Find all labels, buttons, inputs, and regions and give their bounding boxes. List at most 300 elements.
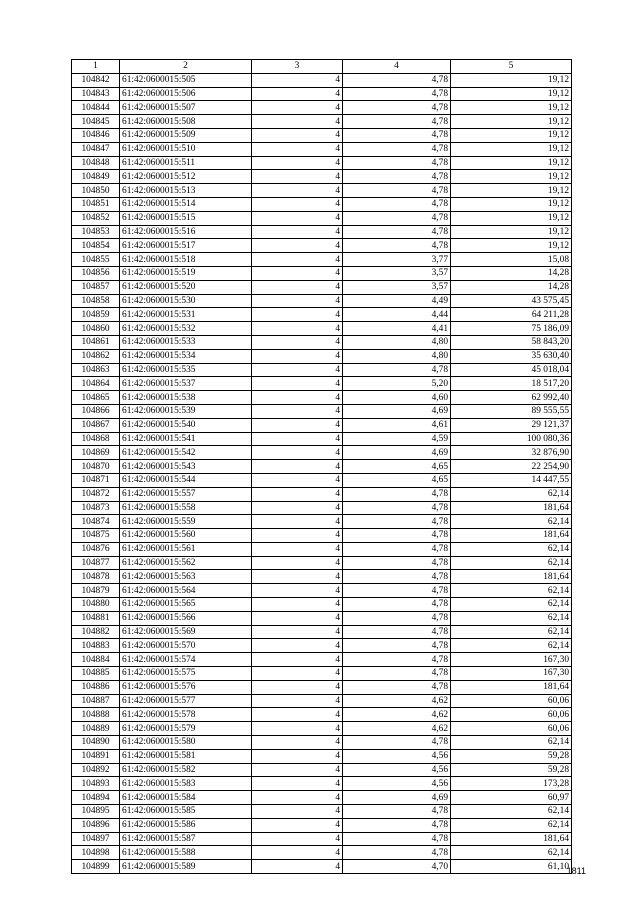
row-number-cell: 104871 xyxy=(72,473,120,487)
rate-cell: 4,78 xyxy=(343,611,451,625)
column-header-2: 2 xyxy=(120,60,252,74)
count-cell: 4 xyxy=(252,570,343,584)
count-cell: 4 xyxy=(252,832,343,846)
count-cell: 4 xyxy=(252,142,343,156)
row-number-cell: 104861 xyxy=(72,335,120,349)
count-cell: 4 xyxy=(252,625,343,639)
row-number-cell: 104865 xyxy=(72,391,120,405)
rate-cell: 4,69 xyxy=(343,404,451,418)
amount-cell: 43 575,45 xyxy=(451,294,572,308)
cadastral-number-cell: 61:42:0600015:505 xyxy=(120,73,252,87)
cadastral-number-cell: 61:42:0600015:560 xyxy=(120,529,252,543)
row-number-cell: 104895 xyxy=(72,805,120,819)
amount-cell: 181,64 xyxy=(451,529,572,543)
cadastral-number-cell: 61:42:0600015:579 xyxy=(120,722,252,736)
table-row xyxy=(72,680,572,694)
count-cell: 4 xyxy=(252,791,343,805)
row-number-cell: 104892 xyxy=(72,763,120,777)
cadastral-number-cell: 61:42:0600015:511 xyxy=(120,156,252,170)
cadastral-number-cell: 61:42:0600015:565 xyxy=(120,598,252,612)
table-row xyxy=(72,805,572,819)
cadastral-number-cell: 61:42:0600015:577 xyxy=(120,694,252,708)
amount-cell: 59,28 xyxy=(451,749,572,763)
amount-cell: 62,14 xyxy=(451,584,572,598)
row-number-cell: 104847 xyxy=(72,142,120,156)
row-number-cell: 104879 xyxy=(72,584,120,598)
rate-cell: 4,78 xyxy=(343,570,451,584)
rate-cell: 4,78 xyxy=(343,501,451,515)
rate-cell: 4,62 xyxy=(343,694,451,708)
row-number-cell: 104863 xyxy=(72,363,120,377)
cadastral-number-cell: 61:42:0600015:586 xyxy=(120,818,252,832)
row-number-cell: 104876 xyxy=(72,542,120,556)
amount-cell: 19,12 xyxy=(451,128,572,142)
row-number-cell: 104872 xyxy=(72,487,120,501)
rate-cell: 4,70 xyxy=(343,860,451,874)
count-cell: 4 xyxy=(252,308,343,322)
table-row xyxy=(72,197,572,211)
cadastral-number-cell: 61:42:0600015:588 xyxy=(120,846,252,860)
table-row xyxy=(72,266,572,280)
count-cell: 4 xyxy=(252,197,343,211)
rate-cell: 4,78 xyxy=(343,818,451,832)
rate-cell: 4,56 xyxy=(343,749,451,763)
cadastral-number-cell: 61:42:0600015:569 xyxy=(120,625,252,639)
amount-cell: 19,12 xyxy=(451,184,572,198)
table-row xyxy=(72,818,572,832)
amount-cell: 19,12 xyxy=(451,225,572,239)
amount-cell: 61,10 xyxy=(451,860,572,874)
count-cell: 4 xyxy=(252,749,343,763)
table-row xyxy=(72,611,572,625)
rate-cell: 4,69 xyxy=(343,791,451,805)
cadastral-number-cell: 61:42:0600015:566 xyxy=(120,611,252,625)
count-cell: 4 xyxy=(252,391,343,405)
amount-cell: 181,64 xyxy=(451,501,572,515)
cadastral-number-cell: 61:42:0600015:506 xyxy=(120,87,252,101)
amount-cell: 62,14 xyxy=(451,639,572,653)
amount-cell: 59,28 xyxy=(451,763,572,777)
rate-cell: 4,78 xyxy=(343,225,451,239)
table-row xyxy=(72,225,572,239)
cadastral-number-cell: 61:42:0600015:587 xyxy=(120,832,252,846)
rate-cell: 4,78 xyxy=(343,846,451,860)
row-number-cell: 104897 xyxy=(72,832,120,846)
cadastral-number-cell: 61:42:0600015:531 xyxy=(120,308,252,322)
amount-cell: 62,14 xyxy=(451,818,572,832)
amount-cell: 167,30 xyxy=(451,667,572,681)
cadastral-number-cell: 61:42:0600015:535 xyxy=(120,363,252,377)
table-row xyxy=(72,170,572,184)
cadastral-number-cell: 61:42:0600015:564 xyxy=(120,584,252,598)
row-number-cell: 104880 xyxy=(72,598,120,612)
row-number-cell: 104852 xyxy=(72,211,120,225)
table-row xyxy=(72,322,572,336)
cadastral-number-cell: 61:42:0600015:509 xyxy=(120,128,252,142)
amount-cell: 35 630,40 xyxy=(451,349,572,363)
table-row xyxy=(72,280,572,294)
rate-cell: 4,65 xyxy=(343,460,451,474)
cadastral-number-cell: 61:42:0600015:510 xyxy=(120,142,252,156)
cadastral-number-cell: 61:42:0600015:537 xyxy=(120,377,252,391)
cadastral-number-cell: 61:42:0600015:512 xyxy=(120,170,252,184)
table-row xyxy=(72,749,572,763)
cadastral-number-cell: 61:42:0600015:570 xyxy=(120,639,252,653)
amount-cell: 19,12 xyxy=(451,115,572,129)
row-number-cell: 104891 xyxy=(72,749,120,763)
count-cell: 4 xyxy=(252,805,343,819)
count-cell: 4 xyxy=(252,777,343,791)
amount-cell: 14 447,55 xyxy=(451,473,572,487)
rate-cell: 4,49 xyxy=(343,294,451,308)
row-number-cell: 104894 xyxy=(72,791,120,805)
rate-cell: 4,78 xyxy=(343,184,451,198)
count-cell: 4 xyxy=(252,418,343,432)
column-header-5: 5 xyxy=(451,60,572,74)
count-cell: 4 xyxy=(252,363,343,377)
row-number-cell: 104887 xyxy=(72,694,120,708)
row-number-cell: 104862 xyxy=(72,349,120,363)
count-cell: 4 xyxy=(252,722,343,736)
amount-cell: 181,64 xyxy=(451,832,572,846)
row-number-cell: 104845 xyxy=(72,115,120,129)
table-row xyxy=(72,860,572,874)
cadastral-number-cell: 61:42:0600015:544 xyxy=(120,473,252,487)
rate-cell: 4,78 xyxy=(343,639,451,653)
count-cell: 4 xyxy=(252,170,343,184)
count-cell: 4 xyxy=(252,87,343,101)
count-cell: 4 xyxy=(252,598,343,612)
cadastral-number-cell: 61:42:0600015:534 xyxy=(120,349,252,363)
amount-cell: 14,28 xyxy=(451,266,572,280)
cadastral-number-cell: 61:42:0600015:515 xyxy=(120,211,252,225)
rate-cell: 3,57 xyxy=(343,280,451,294)
rate-cell: 4,78 xyxy=(343,87,451,101)
count-cell: 4 xyxy=(252,184,343,198)
cadastral-number-cell: 61:42:0600015:576 xyxy=(120,680,252,694)
cadastral-number-cell: 61:42:0600015:508 xyxy=(120,115,252,129)
count-cell: 4 xyxy=(252,335,343,349)
count-cell: 4 xyxy=(252,211,343,225)
table-row xyxy=(72,832,572,846)
amount-cell: 181,64 xyxy=(451,680,572,694)
row-number-cell: 104854 xyxy=(72,239,120,253)
cadastral-number-cell: 61:42:0600015:562 xyxy=(120,556,252,570)
amount-cell: 62,14 xyxy=(451,805,572,819)
row-number-cell: 104859 xyxy=(72,308,120,322)
amount-cell: 100 080,36 xyxy=(451,432,572,446)
table-row xyxy=(72,349,572,363)
row-number-cell: 104877 xyxy=(72,556,120,570)
rate-cell: 4,60 xyxy=(343,391,451,405)
row-number-cell: 104883 xyxy=(72,639,120,653)
count-cell: 4 xyxy=(252,611,343,625)
cadastral-number-cell: 61:42:0600015:542 xyxy=(120,446,252,460)
amount-cell: 32 876,90 xyxy=(451,446,572,460)
table-row xyxy=(72,542,572,556)
row-number-cell: 104851 xyxy=(72,197,120,211)
rate-cell: 4,78 xyxy=(343,805,451,819)
table-row xyxy=(72,777,572,791)
row-number-cell: 104843 xyxy=(72,87,120,101)
column-header-3: 3 xyxy=(252,60,343,74)
row-number-cell: 104874 xyxy=(72,515,120,529)
rate-cell: 4,78 xyxy=(343,115,451,129)
rate-cell: 4,78 xyxy=(343,197,451,211)
amount-cell: 62,14 xyxy=(451,515,572,529)
count-cell: 4 xyxy=(252,680,343,694)
row-number-cell: 104875 xyxy=(72,529,120,543)
table-row xyxy=(72,501,572,515)
rate-cell: 4,78 xyxy=(343,487,451,501)
rate-cell: 4,78 xyxy=(343,584,451,598)
count-cell: 4 xyxy=(252,322,343,336)
cadastral-number-cell: 61:42:0600015:532 xyxy=(120,322,252,336)
row-number-cell: 104873 xyxy=(72,501,120,515)
amount-cell: 19,12 xyxy=(451,73,572,87)
amount-cell: 89 555,55 xyxy=(451,404,572,418)
table-row xyxy=(72,391,572,405)
table-row xyxy=(72,487,572,501)
table-row xyxy=(72,128,572,142)
count-cell: 4 xyxy=(252,501,343,515)
table-row xyxy=(72,639,572,653)
cadastral-number-cell: 61:42:0600015:581 xyxy=(120,749,252,763)
table-row xyxy=(72,584,572,598)
cadastral-number-cell: 61:42:0600015:559 xyxy=(120,515,252,529)
cadastral-number-cell: 61:42:0600015:540 xyxy=(120,418,252,432)
table-body xyxy=(72,60,572,874)
rate-cell: 4,62 xyxy=(343,722,451,736)
count-cell: 4 xyxy=(252,377,343,391)
table-row xyxy=(72,846,572,860)
count-cell: 4 xyxy=(252,446,343,460)
rate-cell: 4,78 xyxy=(343,211,451,225)
table-row xyxy=(72,556,572,570)
table-row xyxy=(72,294,572,308)
row-number-cell: 104884 xyxy=(72,653,120,667)
rate-cell: 4,78 xyxy=(343,598,451,612)
table-row xyxy=(72,694,572,708)
rate-cell: 4,56 xyxy=(343,777,451,791)
count-cell: 4 xyxy=(252,556,343,570)
count-cell: 4 xyxy=(252,860,343,874)
table-row xyxy=(72,418,572,432)
row-number-cell: 104885 xyxy=(72,667,120,681)
rate-cell: 4,78 xyxy=(343,667,451,681)
amount-cell: 19,12 xyxy=(451,156,572,170)
count-cell: 4 xyxy=(252,763,343,777)
rate-cell: 4,78 xyxy=(343,363,451,377)
row-number-cell: 104857 xyxy=(72,280,120,294)
cadastral-number-cell: 61:42:0600015:519 xyxy=(120,266,252,280)
amount-cell: 19,12 xyxy=(451,170,572,184)
cadastral-number-cell: 61:42:0600015:533 xyxy=(120,335,252,349)
amount-cell: 173,28 xyxy=(451,777,572,791)
rate-cell: 4,78 xyxy=(343,529,451,543)
row-number-cell: 104870 xyxy=(72,460,120,474)
table-row xyxy=(72,239,572,253)
table-row xyxy=(72,73,572,87)
table-row xyxy=(72,598,572,612)
amount-cell: 62,14 xyxy=(451,736,572,750)
amount-cell: 14,28 xyxy=(451,280,572,294)
amount-cell: 60,06 xyxy=(451,708,572,722)
row-number-cell: 104867 xyxy=(72,418,120,432)
rate-cell: 4,61 xyxy=(343,418,451,432)
amount-cell: 19,12 xyxy=(451,239,572,253)
row-number-cell: 104860 xyxy=(72,322,120,336)
table-row xyxy=(72,101,572,115)
rate-cell: 3,77 xyxy=(343,253,451,267)
cadastral-number-cell: 61:42:0600015:516 xyxy=(120,225,252,239)
cadastral-number-cell: 61:42:0600015:530 xyxy=(120,294,252,308)
cadastral-number-cell: 61:42:0600015:541 xyxy=(120,432,252,446)
count-cell: 4 xyxy=(252,584,343,598)
count-cell: 4 xyxy=(252,694,343,708)
rate-cell: 4,78 xyxy=(343,156,451,170)
table-row xyxy=(72,142,572,156)
row-number-cell: 104846 xyxy=(72,128,120,142)
table-row xyxy=(72,211,572,225)
table-row xyxy=(72,335,572,349)
table-row xyxy=(72,460,572,474)
row-number-cell: 104853 xyxy=(72,225,120,239)
count-cell: 4 xyxy=(252,239,343,253)
amount-cell: 60,97 xyxy=(451,791,572,805)
table-row xyxy=(72,667,572,681)
count-cell: 4 xyxy=(252,639,343,653)
table-row xyxy=(72,184,572,198)
cadastral-number-cell: 61:42:0600015:518 xyxy=(120,253,252,267)
table-row xyxy=(72,156,572,170)
rate-cell: 5,20 xyxy=(343,377,451,391)
row-number-cell: 104849 xyxy=(72,170,120,184)
count-cell: 4 xyxy=(252,73,343,87)
row-number-cell: 104890 xyxy=(72,736,120,750)
amount-cell: 58 843,20 xyxy=(451,335,572,349)
rate-cell: 4,78 xyxy=(343,170,451,184)
rate-cell: 4,78 xyxy=(343,542,451,556)
row-number-cell: 104848 xyxy=(72,156,120,170)
table-row xyxy=(72,377,572,391)
rate-cell: 4,65 xyxy=(343,473,451,487)
row-number-cell: 104856 xyxy=(72,266,120,280)
count-cell: 4 xyxy=(252,128,343,142)
count-cell: 4 xyxy=(252,653,343,667)
count-cell: 4 xyxy=(252,708,343,722)
cadastral-number-cell: 61:42:0600015:520 xyxy=(120,280,252,294)
row-number-cell: 104898 xyxy=(72,846,120,860)
rate-cell: 4,78 xyxy=(343,736,451,750)
row-number-cell: 104868 xyxy=(72,432,120,446)
table-row xyxy=(72,791,572,805)
amount-cell: 60,06 xyxy=(451,694,572,708)
rate-cell: 4,78 xyxy=(343,128,451,142)
rate-cell: 4,80 xyxy=(343,335,451,349)
amount-cell: 167,30 xyxy=(451,653,572,667)
cadastral-number-cell: 61:42:0600015:575 xyxy=(120,667,252,681)
row-number-cell: 104864 xyxy=(72,377,120,391)
cadastral-number-cell: 61:42:0600015:517 xyxy=(120,239,252,253)
amount-cell: 75 186,09 xyxy=(451,322,572,336)
row-number-cell: 104881 xyxy=(72,611,120,625)
rate-cell: 4,59 xyxy=(343,432,451,446)
rate-cell: 4,41 xyxy=(343,322,451,336)
table-row xyxy=(72,515,572,529)
table-row xyxy=(72,708,572,722)
table-row xyxy=(72,115,572,129)
count-cell: 4 xyxy=(252,225,343,239)
row-number-cell: 104866 xyxy=(72,404,120,418)
amount-cell: 45 018,04 xyxy=(451,363,572,377)
row-number-cell: 104850 xyxy=(72,184,120,198)
rate-cell: 4,78 xyxy=(343,239,451,253)
page-number: 1811 xyxy=(566,866,586,876)
rate-cell: 4,69 xyxy=(343,446,451,460)
cadastral-number-cell: 61:42:0600015:561 xyxy=(120,542,252,556)
row-number-cell: 104869 xyxy=(72,446,120,460)
table-row xyxy=(72,308,572,322)
table-row xyxy=(72,253,572,267)
rate-cell: 4,56 xyxy=(343,763,451,777)
count-cell: 4 xyxy=(252,253,343,267)
table-row xyxy=(72,625,572,639)
table-row xyxy=(72,404,572,418)
row-number-cell: 104878 xyxy=(72,570,120,584)
cadastral-number-cell: 61:42:0600015:563 xyxy=(120,570,252,584)
row-number-cell: 104886 xyxy=(72,680,120,694)
table-row xyxy=(72,87,572,101)
count-cell: 4 xyxy=(252,432,343,446)
cadastral-number-cell: 61:42:0600015:580 xyxy=(120,736,252,750)
amount-cell: 19,12 xyxy=(451,211,572,225)
row-number-cell: 104896 xyxy=(72,818,120,832)
amount-cell: 19,12 xyxy=(451,87,572,101)
rate-cell: 4,62 xyxy=(343,708,451,722)
column-header-1: 1 xyxy=(72,60,120,74)
count-cell: 4 xyxy=(252,515,343,529)
count-cell: 4 xyxy=(252,667,343,681)
count-cell: 4 xyxy=(252,529,343,543)
amount-cell: 60,06 xyxy=(451,722,572,736)
count-cell: 4 xyxy=(252,294,343,308)
cadastral-number-cell: 61:42:0600015:589 xyxy=(120,860,252,874)
cadastral-number-cell: 61:42:0600015:538 xyxy=(120,391,252,405)
amount-cell: 19,12 xyxy=(451,197,572,211)
amount-cell: 62,14 xyxy=(451,611,572,625)
row-number-cell: 104858 xyxy=(72,294,120,308)
amount-cell: 62,14 xyxy=(451,846,572,860)
count-cell: 4 xyxy=(252,818,343,832)
table-header-row xyxy=(72,60,572,74)
row-number-cell: 104889 xyxy=(72,722,120,736)
amount-cell: 18 517,20 xyxy=(451,377,572,391)
rate-cell: 4,78 xyxy=(343,832,451,846)
column-header-4: 4 xyxy=(343,60,451,74)
amount-cell: 22 254,90 xyxy=(451,460,572,474)
row-number-cell: 104882 xyxy=(72,625,120,639)
amount-cell: 62,14 xyxy=(451,625,572,639)
table-row xyxy=(72,763,572,777)
count-cell: 4 xyxy=(252,404,343,418)
cadastral-number-cell: 61:42:0600015:578 xyxy=(120,708,252,722)
rate-cell: 4,78 xyxy=(343,653,451,667)
cadastral-number-cell: 61:42:0600015:585 xyxy=(120,805,252,819)
cadastral-number-cell: 61:42:0600015:557 xyxy=(120,487,252,501)
count-cell: 4 xyxy=(252,487,343,501)
cadastral-number-cell: 61:42:0600015:574 xyxy=(120,653,252,667)
